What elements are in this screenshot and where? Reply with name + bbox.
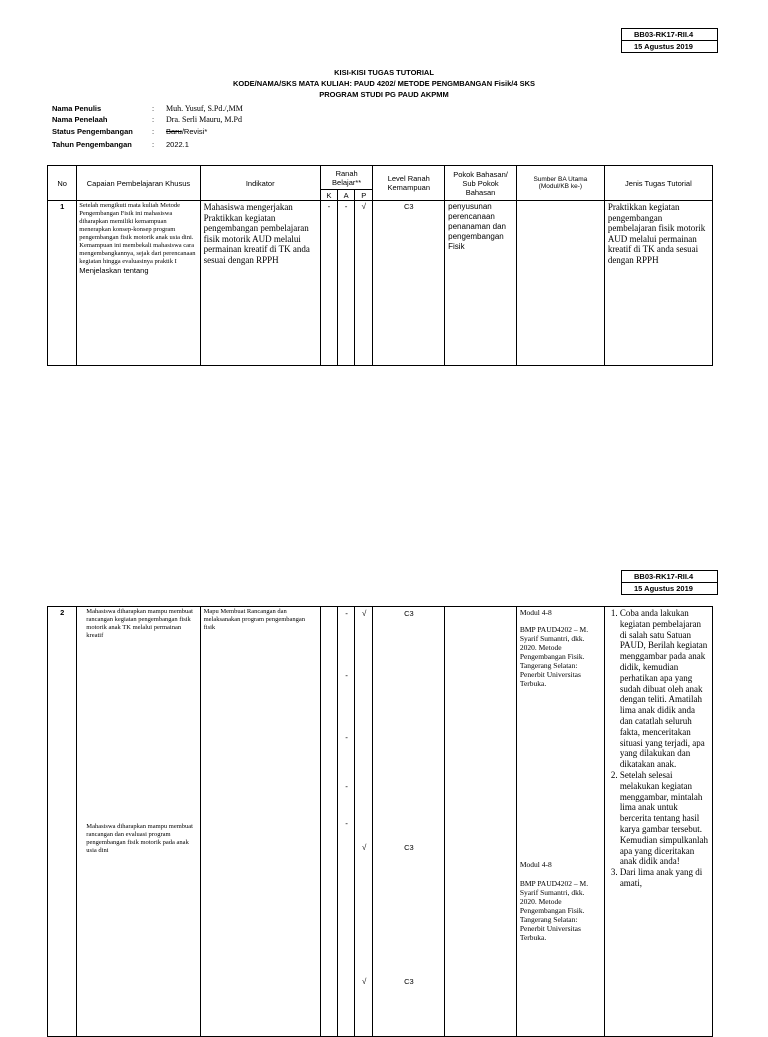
header-ranah: Ranah Belajar** <box>320 166 373 190</box>
ranah-p-mark: √ <box>362 977 367 986</box>
row-number: 2 <box>48 607 77 1037</box>
meta-label: Nama Penelaah <box>52 115 108 124</box>
capaian-extra: Menjelaskan tentang <box>79 266 149 275</box>
meta-status: Status Pengembangan : Baru/Revisi* <box>52 127 208 136</box>
ranah-a-mark: - <box>345 733 348 742</box>
header-indikator: Indikator <box>200 166 320 201</box>
level-ranah: C3 <box>404 977 414 986</box>
ranah-p: √ <box>355 201 373 366</box>
sumber-modul: Modul 4-8 <box>519 608 552 617</box>
header-sumber: Sumber BA Utama (Modul/KB ke-) <box>516 166 604 201</box>
doc-title-line2: KODE/NAMA/SKS MATA KULIAH: PAUD 4202/ METODE PENGMBANGAN Fisik/4 SKS <box>232 79 536 88</box>
level-ranah: C3 <box>404 609 414 618</box>
meta-value: 2022.1 <box>166 140 189 149</box>
sumber-ref: BMP PAUD4202 – M. Syarif Sumantri, dkk. 2020. Metode Pengembangan Fisik. Tangerang Selatan: Penerbit Universitas Terbuka. <box>519 625 589 688</box>
ranah-a-mark: - <box>345 671 348 680</box>
document-code-box-page2 <box>621 570 718 595</box>
header-k: K <box>320 190 337 201</box>
jenis-tugas: Praktikkan kegiatan pengembangan pembelajaran fisik motorik AUD melalui permainan kreatif di TK anda sesuai dengan RPPH <box>604 201 712 366</box>
ranah-a-mark: - <box>345 782 348 791</box>
meta-tahun: Tahun Pengembangan : 2022.1 <box>52 140 189 149</box>
header-level: Level Ranah Kemampuan <box>373 166 445 201</box>
indikator-text-b: Praktikkan kegiatan pengembangan pembelajaran fisik motorik AUD melalui permainan kreatif di TK anda sesuai dengan RPPH <box>203 212 310 265</box>
level-ranah: C3 <box>404 843 414 852</box>
row-number: 1 <box>48 201 77 366</box>
header-p: P <box>355 190 373 201</box>
table-row <box>48 201 713 366</box>
ranah-a-cell <box>338 607 355 1037</box>
ranah-a: - <box>338 201 355 366</box>
header-a: A <box>338 190 355 201</box>
pokok-bahasan: penyusunan perencanaan penanaman dan pengembangan Fisik <box>445 201 517 366</box>
document-code-box <box>621 28 718 53</box>
indikator-text: Mapu Membuat Rancangan dan melaksanakan program pengembangan fisik <box>203 608 306 631</box>
level-ranah: C3 <box>373 201 445 366</box>
pokok-bahasan <box>445 607 517 1037</box>
meta-label: Status Pengembangan <box>52 127 133 136</box>
ranah-p-cell <box>355 607 373 1037</box>
kisi-kisi-table-page1 <box>47 165 713 366</box>
doc-title-line3: PROGRAM STUDI PG PAUD AKPMM <box>319 90 449 99</box>
ranah-a-mark: - <box>345 819 348 828</box>
document-code: BB03-RK17-RII.4 <box>622 571 717 583</box>
meta-label: Nama Penulis <box>52 104 102 113</box>
meta-penulis: Nama Penulis : Muh. Yusuf, S.Pd./,MM <box>52 104 243 113</box>
meta-value-struck: Baru <box>166 127 182 136</box>
capaian-text: Setelah mengikuti mata kuliah Metode Pengembangan Fisik ini mahasiswa diharapkan memiliki kemampuan menerapkan konsep-konsep program pengembangan fisik motorik anak usia dini. Kemampuan ini membekali mahasiswa cara mengembangkannya, sejak dari perencanaan kegiatan hingga evaluasinya praktik I <box>79 202 196 265</box>
header-jenis: Jenis Tugas Tutorial <box>604 166 712 201</box>
meta-penelaah: Nama Penelaah : Dra. Serli Mauru, M.Pd <box>52 115 242 124</box>
indikator-text-a: Mahasiswa mengerjakan <box>203 202 293 212</box>
meta-value: Muh. Yusuf, S.Pd./,MM <box>166 104 243 113</box>
task-list <box>607 608 710 889</box>
task-item: 2. Setelah selesai melakukan kegiatan menggambar, mintalah lima anak untuk bercerita tentang hasil karya gambar tersebut. Kemudian simpulkanlah apa yang diceritakan anak didik anda! <box>620 770 710 867</box>
capaian-text-a: Mahasiswa diharapkan mampu membuat rancangan kegiatan pengembangan fisik motorik anak TK melalui permainan kreatif <box>86 608 193 639</box>
capaian-text-b: Mahasiswa diharapkan mampu membuat rancangan dan evaluasi program pengembangan fisik motorik pada anak usia dini <box>86 823 193 854</box>
ranah-k-cell <box>320 607 337 1037</box>
sumber-modul: Modul 4-8 <box>519 860 552 869</box>
task-item: 1. Coba anda lakukan kegiatan pembelajaran di salah satu Satuan PAUD, Berilah kegiatan menggambar pada anak didik, kemudian perhatikan apa yang sudah dibuat oleh anak dengan teliti. Amatilah lima anak didik anda dan catatlah seluruh fakta, menceritakan situasi yang terjadi, apa yang dilakukan dan dikatakan anak. <box>620 608 710 770</box>
ranah-p-mark: √ <box>362 843 367 852</box>
meta-label: Tahun Pengembangan <box>52 140 132 149</box>
header-no: No <box>48 166 77 201</box>
table-row <box>48 607 713 1037</box>
kisi-kisi-table-page2 <box>47 606 713 1037</box>
document-date: 15 Agustus 2019 <box>634 42 693 51</box>
ranah-k: - <box>320 201 337 366</box>
meta-value: Dra. Serli Mauru, M.Pd <box>166 115 242 124</box>
meta-value: /Revisi* <box>181 127 208 136</box>
sumber-ref: BMP PAUD4202 – M. Syarif Sumantri, dkk. 2020. Metode Pengembangan Fisik. Tangerang Selatan: Penerbit Universitas Terbuka. <box>519 879 589 942</box>
ranah-p-mark: √ <box>362 609 367 618</box>
document-date: 15 Agustus 2019 <box>634 584 693 593</box>
ranah-a-mark: - <box>345 609 348 618</box>
doc-title-line1: KISI-KISI TUGAS TUTORIAL <box>334 68 434 77</box>
document-code: BB03-RK17-RII.4 <box>622 29 717 41</box>
header-capaian: Capaian Pembelajaran Khusus <box>77 166 200 201</box>
level-cell <box>373 607 445 1037</box>
header-pokok: Pokok Bahasan/ Sub Pokok Bahasan <box>445 166 517 201</box>
task-item: 3. Dari lima anak yang di amati, <box>620 867 710 889</box>
sumber-ba <box>516 201 604 366</box>
